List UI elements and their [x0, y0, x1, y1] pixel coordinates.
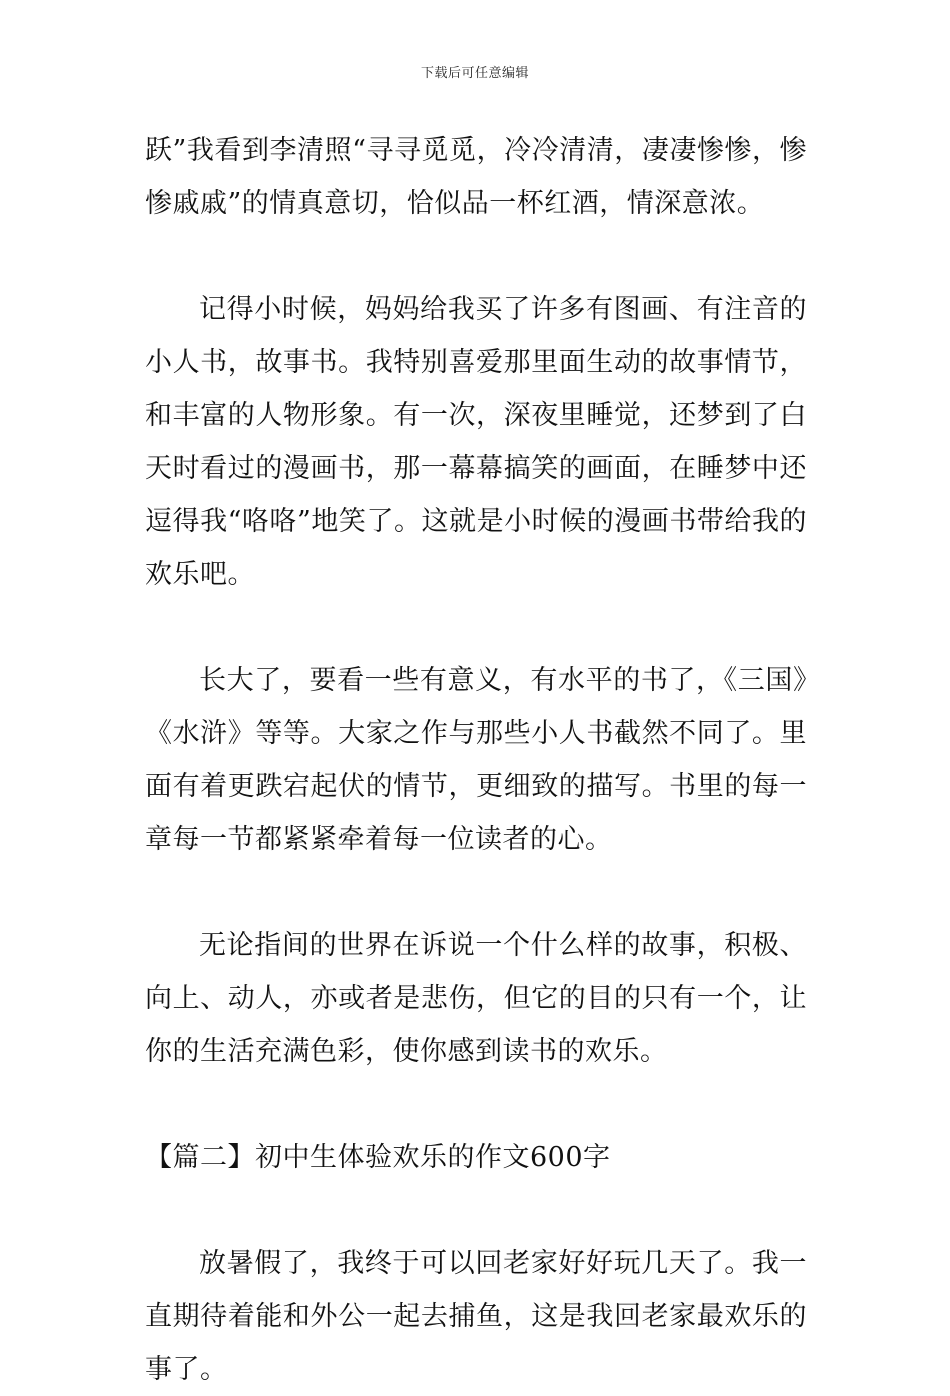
page-header: 下载后可任意编辑: [420, 66, 529, 81]
document-body: [145, 124, 807, 1396]
paragraph-growing-up: 长大了，要看一些有意义，有水平的书了，《三国》《水浒》等等。大家之作与那些小人书截然不同了。里面有着更跌宕起伏的情节，更细致的描写。书里的每一章每一节都紧紧牵着每一位读者的心。: [145, 665, 807, 855]
paragraph-gap: [145, 601, 807, 654]
paragraph-gap: [145, 1078, 807, 1131]
paragraph-gap: [145, 1184, 807, 1237]
paragraph-continuation: 跃”我看到李清照“寻寻觅觅，冷冷清清，凄凄惨惨，惨惨戚戚”的情真意切，恰似品一杯红酒，情深意浓。: [145, 135, 807, 219]
paragraph-conclusion: 无论指间的世界在诉说一个什么样的故事，积极、向上、动人，亦或者是悲伤，但它的目的只有一个，让你的生活充满色彩，使你感到读书的欢乐。: [145, 930, 807, 1067]
paragraph-summer-vacation: 放暑假了，我终于可以回老家好好玩几天了。我一直期待着能和外公一起去捕鱼，这是我回老家最欢乐的事了。: [145, 1248, 807, 1385]
section-heading: 【篇二】初中生体验欢乐的作文600字: [145, 1142, 611, 1173]
paragraph-gap: [145, 230, 807, 283]
paragraph-gap: [145, 866, 807, 919]
paragraph-childhood-books: 记得小时候，妈妈给我买了许多有图画、有注音的小人书，故事书。我特别喜爱那里面生动的故事情节，和丰富的人物形象。有一次，深夜里睡觉，还梦到了白天时看过的漫画书，那一幕幕搞笑的画面，在睡梦中还逗得我“咯咯”地笑了。这就是小时候的漫画书带给我的欢乐吧。: [145, 294, 807, 590]
